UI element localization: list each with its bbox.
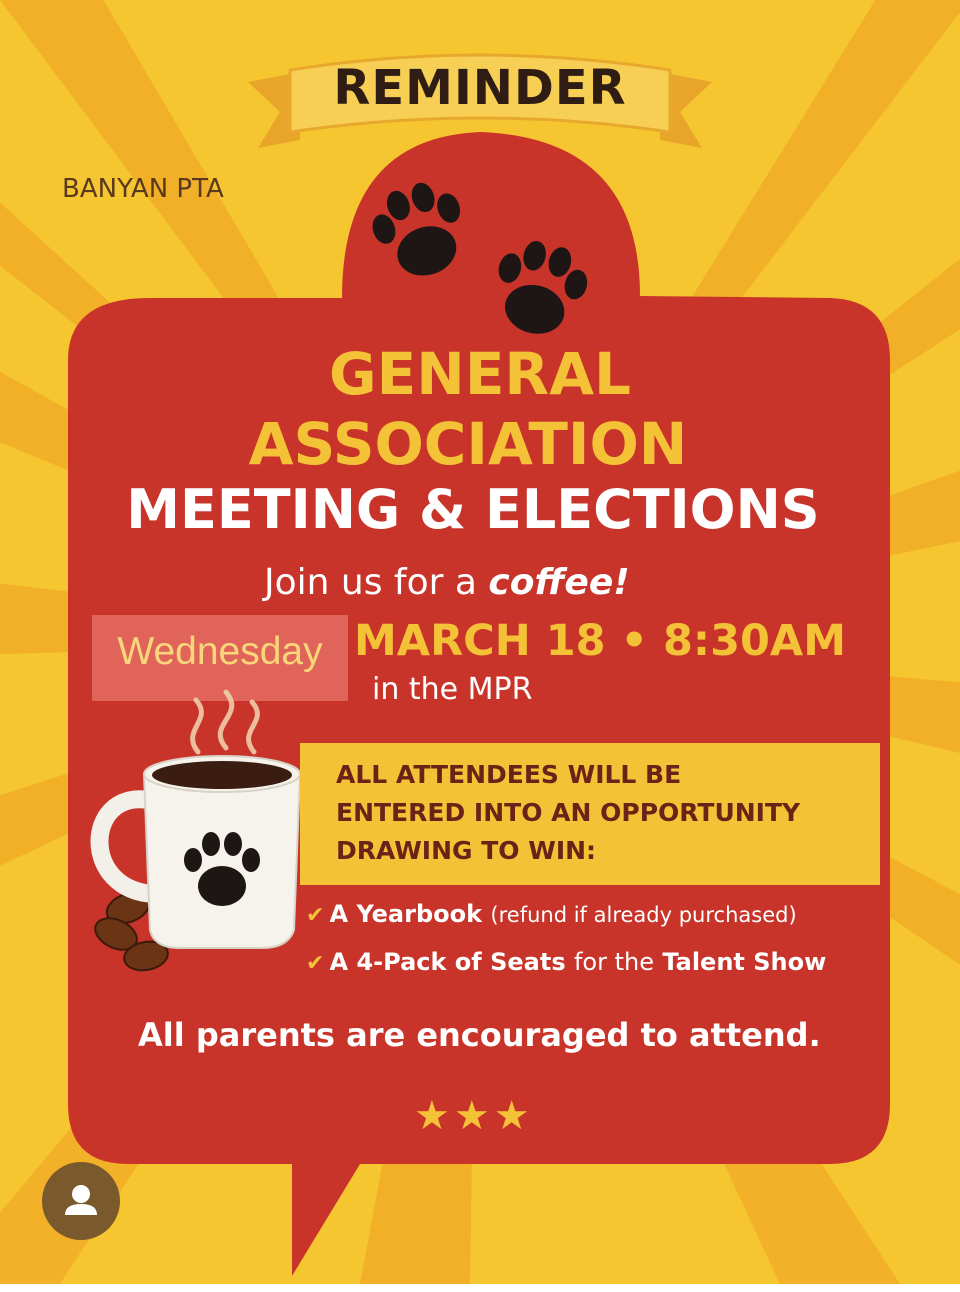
coffee-invite-prefix: Join us for a	[264, 562, 477, 603]
star-icons: ★★★	[414, 1093, 534, 1139]
meeting-day: Wednesday	[117, 630, 323, 673]
prize-name: A 4-Pack of Seats	[329, 948, 566, 976]
meeting-date-time: MARCH 18 • 8:30AM	[354, 616, 846, 666]
prize-item	[306, 900, 797, 928]
prize-event: Talent Show	[662, 948, 827, 976]
organization-name: BANYAN PTA	[62, 174, 224, 204]
drawing-line-3: DRAWING TO WIN:	[336, 836, 597, 865]
title-line-1: GENERAL	[329, 340, 631, 408]
drawing-line-1: ALL ATTENDEES WILL BE	[336, 760, 682, 789]
reminder-banner-text: REMINDER	[333, 60, 627, 116]
prize-name: A Yearbook	[329, 900, 483, 928]
title-line-3: MEETING & ELECTIONS	[126, 478, 820, 541]
title-line-2: ASSOCIATION	[248, 410, 688, 478]
coffee-invite-emphasis: coffee!	[488, 562, 630, 603]
meeting-location: in the MPR	[372, 672, 533, 707]
check-icon: ✔	[306, 903, 325, 928]
prize-item	[306, 948, 826, 976]
user-avatar-button[interactable]	[42, 1162, 120, 1240]
prize-connector: for the	[573, 948, 654, 976]
check-icon: ✔	[306, 951, 325, 976]
prize-note: (refund if already purchased)	[490, 903, 797, 927]
drawing-line-2: ENTERED INTO AN OPPORTUNITY	[336, 798, 801, 827]
closing-message: All parents are encouraged to attend.	[138, 1016, 821, 1054]
user-avatar-icon	[42, 1162, 120, 1240]
